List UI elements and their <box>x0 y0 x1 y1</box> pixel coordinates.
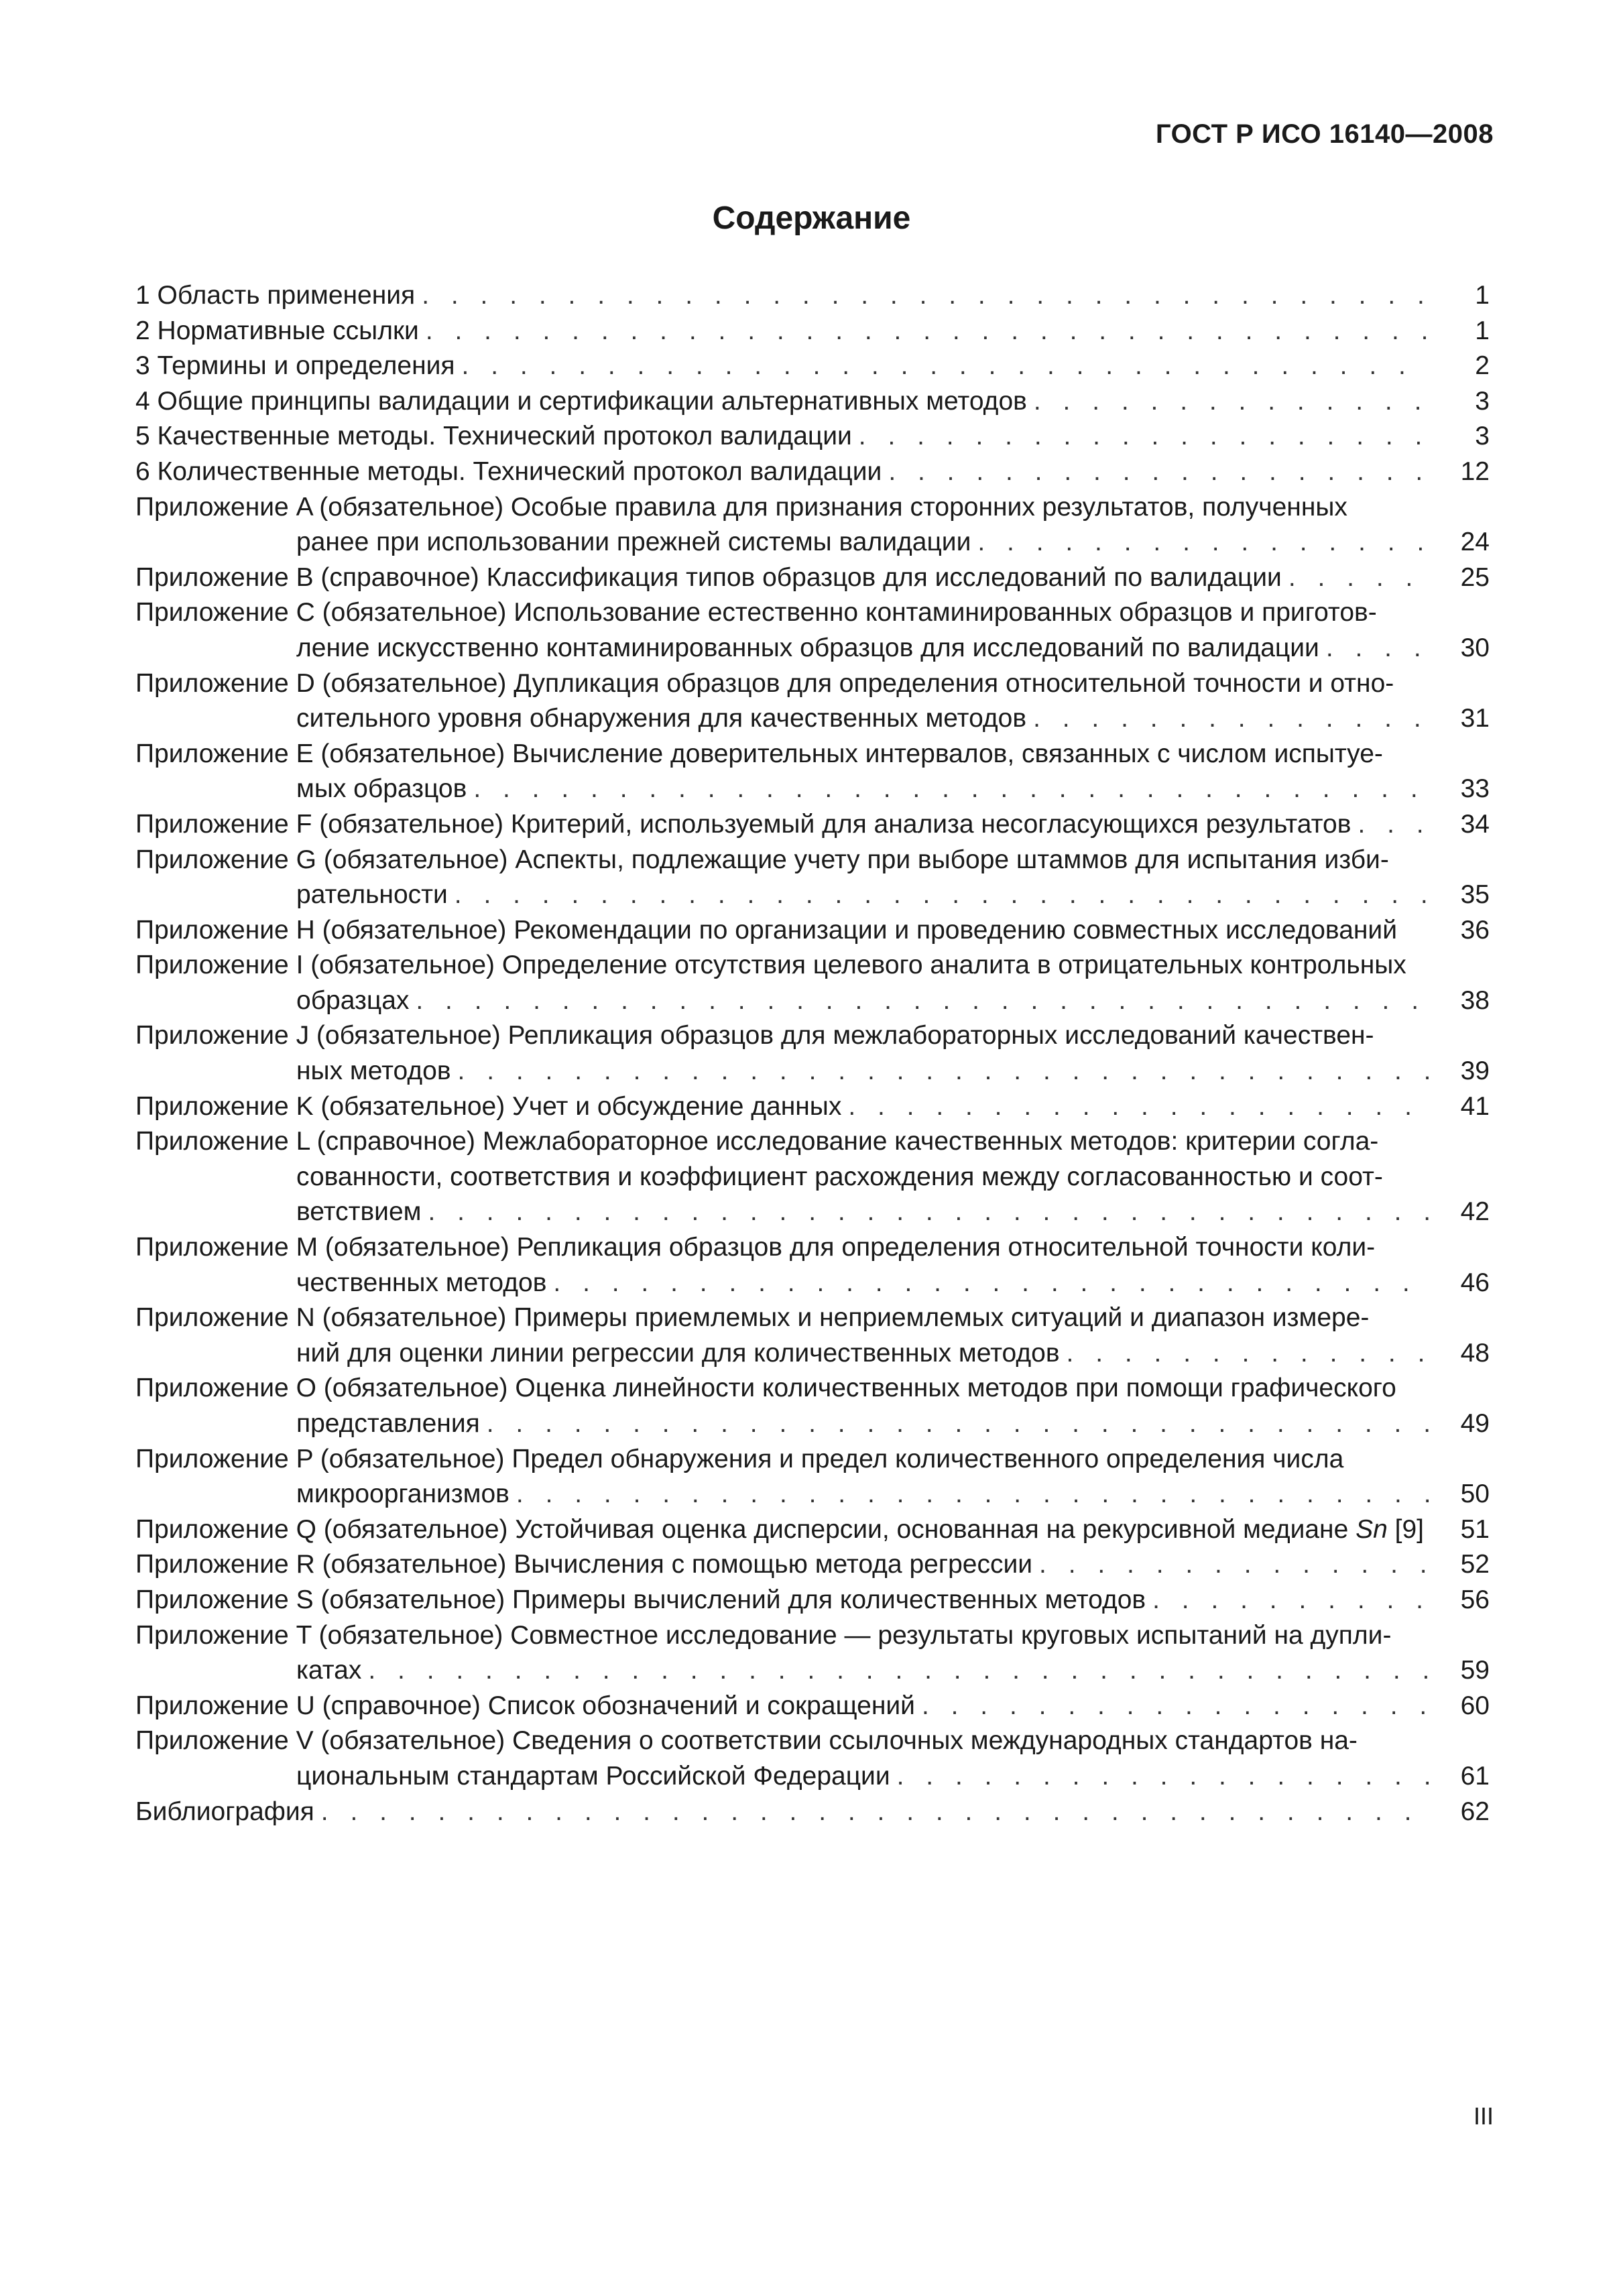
toc-entry-line: Приложение D (обязательное) Дупликация образцов для определения относительной точности и отно- <box>135 668 1394 698</box>
toc-entry[interactable] <box>135 1724 1490 1794</box>
toc-entry-line: Приложение N (обязательное) Примеры приемлемых и неприемлемых ситуаций и диапазон измере- <box>135 1303 1370 1333</box>
toc-entry-line: сительного уровня обнаружения для качественных методов <box>296 704 1027 733</box>
toc-entry-line: Приложение B (справочное) Классификация типов образцов для исследований по валидации <box>135 562 1282 592</box>
toc-entry[interactable] <box>135 419 1490 455</box>
toc-entry-text <box>135 1442 1429 1512</box>
toc-entry-line: ление искусственно контаминированных образцов для исследований по валидации <box>296 633 1319 662</box>
dot-leader <box>546 1266 1429 1301</box>
dot-leader <box>852 419 1429 455</box>
toc-entry-text <box>135 1371 1429 1441</box>
toc-entry-text <box>135 384 1429 420</box>
toc-entry[interactable] <box>135 1301 1490 1371</box>
dot-leader <box>1282 560 1429 596</box>
dot-leader <box>415 278 1429 314</box>
toc-entry-text <box>135 1124 1429 1230</box>
toc-entry[interactable] <box>135 948 1490 1018</box>
toc-page-number: 30 <box>1460 633 1490 662</box>
toc-entry-line: образцах <box>296 985 410 1015</box>
toc-entry-line: 6 Количественные методы. Технический протокол валидации <box>135 457 882 486</box>
toc-entry-text <box>135 1230 1429 1301</box>
toc-page-number: 50 <box>1460 1479 1490 1509</box>
toc-entry[interactable] <box>135 1442 1490 1512</box>
toc-entry-line: ний для оценки линии регрессии для количественных методов <box>296 1338 1060 1368</box>
toc-page-number: 1 <box>1475 316 1490 345</box>
toc-entry-line: 5 Качественные методы. Технический протокол валидации <box>135 422 852 451</box>
toc-entry-text <box>135 1795 1429 1830</box>
dot-leader <box>419 314 1429 349</box>
toc-entry-line: циональным стандартам Российской Федерации <box>296 1761 890 1791</box>
toc-entry[interactable] <box>135 455 1490 490</box>
toc-entry-line: Приложение U (справочное) Список обозначений и сокращений <box>135 1691 915 1720</box>
toc-entry[interactable] <box>135 1124 1490 1230</box>
table-of-contents <box>135 278 1490 1829</box>
toc-entry[interactable] <box>135 666 1490 737</box>
toc-entry-line: катах <box>296 1656 362 1685</box>
dot-leader <box>455 349 1429 384</box>
toc-entry[interactable] <box>135 1018 1490 1089</box>
toc-entry[interactable] <box>135 1689 1490 1724</box>
toc-entry-line: Приложение G (обязательное) Аспекты, подлежащие учету при выборе штаммов для испытания изби- <box>135 845 1389 874</box>
toc-entry[interactable] <box>135 595 1490 666</box>
toc-entry-line: Приложение A (обязательное) Особые правила для признания сторонних результатов, полученных <box>135 492 1347 522</box>
toc-entry-line: сованности, соответствия и коэффициент расхождения между согласованностью и соот- <box>296 1162 1383 1191</box>
dot-leader <box>915 1689 1429 1724</box>
toc-page-number: 41 <box>1460 1091 1490 1121</box>
dot-leader <box>1032 1547 1429 1583</box>
toc-entry[interactable] <box>135 1089 1490 1125</box>
toc-entry-text <box>135 314 1429 349</box>
toc-page-number: 52 <box>1460 1550 1490 1579</box>
toc-entry[interactable] <box>135 1618 1490 1689</box>
toc-entry-line: Приложение P (обязательное) Предел обнаружения и предел количественного определения числа <box>135 1444 1344 1473</box>
toc-entry-line: 3 Термины и определения <box>135 351 455 381</box>
dot-leader <box>314 1795 1429 1830</box>
toc-entry-text <box>135 490 1429 560</box>
toc-entry-text <box>135 419 1429 455</box>
toc-entry-text <box>135 1618 1429 1689</box>
toc-page-number: 51 <box>1460 1514 1490 1544</box>
toc-entry-text <box>135 349 1429 384</box>
toc-page-number: 49 <box>1460 1409 1490 1438</box>
toc-title: Содержание <box>712 200 911 236</box>
toc-page-number: 36 <box>1460 915 1490 945</box>
toc-entry[interactable] <box>135 560 1490 596</box>
toc-entry[interactable] <box>135 1512 1490 1548</box>
toc-entry-text <box>135 843 1429 913</box>
document-code: ГОСТ Р ИСО 16140—2008 <box>1155 119 1494 149</box>
toc-entry[interactable] <box>135 384 1490 420</box>
toc-entry-text <box>135 595 1429 666</box>
toc-entry-line: 2 Нормативные ссылки <box>135 316 419 345</box>
toc-entry-line: 1 Область применения <box>135 281 416 310</box>
dot-leader <box>841 1089 1429 1125</box>
toc-page-number: 34 <box>1460 809 1490 839</box>
dot-leader <box>1060 1336 1429 1372</box>
toc-entry-line: ных методов <box>296 1056 451 1086</box>
toc-entry[interactable] <box>135 1371 1490 1441</box>
toc-entry-text <box>135 1724 1429 1794</box>
toc-page-number: 3 <box>1475 422 1490 451</box>
dot-leader <box>509 1477 1429 1512</box>
dot-leader <box>451 1054 1429 1089</box>
dot-leader <box>1146 1583 1429 1618</box>
toc-page-number: 1 <box>1475 281 1490 310</box>
toc-page-number: 48 <box>1460 1338 1490 1368</box>
toc-page-number: 39 <box>1460 1056 1490 1086</box>
toc-entry[interactable] <box>135 1795 1490 1830</box>
toc-entry-text <box>135 1089 1429 1125</box>
toc-entry-line: Приложение I (обязательное) Определение отсутствия целевого аналита в отрицательных контрольных <box>135 951 1406 980</box>
dot-leader <box>1319 631 1429 666</box>
toc-page-number: 33 <box>1460 774 1490 804</box>
toc-page-number: 31 <box>1460 704 1490 733</box>
dot-leader <box>1027 384 1429 420</box>
dot-leader <box>361 1653 1429 1689</box>
toc-entry-line: Приложение J (обязательное) Репликация образцов для межлабораторных исследований качествен- <box>135 1021 1374 1050</box>
toc-entry-text <box>135 807 1429 843</box>
toc-entry-line: Приложение O (обязательное) Оценка линейности количественных методов при помощи графического <box>135 1374 1396 1403</box>
toc-entry[interactable] <box>135 1230 1490 1301</box>
toc-page-number: 56 <box>1460 1585 1490 1614</box>
dot-leader <box>409 983 1429 1019</box>
toc-entry-text <box>135 278 1429 314</box>
toc-page-number: 12 <box>1460 457 1490 486</box>
toc-entry-text <box>135 560 1429 596</box>
toc-entry-line: ранее при использовании прежней системы валидации <box>296 528 971 557</box>
toc-entry-line: Приложение T (обязательное) Совместное исследование — результаты круговых испытаний на дупли- <box>135 1620 1392 1650</box>
toc-entry-text <box>135 1547 1429 1583</box>
toc-entry-line: Приложение E (обязательное) Вычисление доверительных интервалов, связанных с числом испытуе- <box>135 739 1383 768</box>
toc-entry-line: рательности <box>296 880 448 910</box>
toc-page-number: 3 <box>1475 386 1490 416</box>
toc-entry-line: ветствием <box>296 1197 422 1227</box>
toc-page-number: 2 <box>1475 351 1490 381</box>
toc-entry-line: Приложение L (справочное) Межлабораторное исследование качественных методов: критерии согла- <box>135 1127 1379 1156</box>
toc-entry-text <box>135 1512 1429 1548</box>
dot-leader <box>890 1759 1429 1795</box>
toc-entry[interactable] <box>135 349 1490 384</box>
toc-entry-text <box>135 1689 1429 1724</box>
toc-entry-line: Приложение K (обязательное) Учет и обсуждение данных <box>135 1091 842 1121</box>
page-number: III <box>1473 2102 1494 2130</box>
toc-entry[interactable] <box>135 314 1490 349</box>
toc-entry[interactable] <box>135 843 1490 913</box>
toc-entry-line: представления <box>296 1409 480 1438</box>
toc-entry-text <box>135 1018 1429 1089</box>
toc-page-number: 59 <box>1460 1656 1490 1685</box>
dot-leader <box>882 455 1429 490</box>
dot-leader <box>1351 807 1429 843</box>
toc-page-number: 38 <box>1460 985 1490 1015</box>
toc-page-number: 25 <box>1460 562 1490 592</box>
toc-entry[interactable] <box>135 807 1490 843</box>
toc-page-number: 61 <box>1460 1761 1490 1791</box>
dot-leader <box>1026 701 1429 737</box>
toc-entry-text <box>135 666 1429 737</box>
toc-entry-line: микроорганизмов <box>296 1479 509 1509</box>
toc-page-number: 62 <box>1460 1797 1490 1826</box>
toc-entry-line: Приложение H (обязательное) Рекомендации по организации и проведению совместных исследований <box>135 915 1397 945</box>
toc-entry[interactable] <box>135 1547 1490 1583</box>
toc-entry-line: Приложение M (обязательное) Репликация образцов для определения относительной точности коли- <box>135 1233 1376 1262</box>
toc-entry-line: Библиография <box>135 1797 314 1826</box>
toc-entry-line: Приложение C (обязательное) Использование естественно контаминированных образцов и приготов- <box>135 598 1377 627</box>
toc-entry-text <box>135 948 1429 1018</box>
dot-leader <box>448 878 1429 913</box>
toc-page-number: 42 <box>1460 1197 1490 1227</box>
toc-page-number: 46 <box>1460 1268 1490 1297</box>
toc-entry-text <box>135 737 1429 807</box>
toc-entry-line: Приложение Q (обязательное) Устойчивая оценка дисперсии, основанная на рекурсивной медиане Sn [9] <box>135 1514 1425 1544</box>
toc-page-number: 60 <box>1460 1691 1490 1720</box>
toc-entry-line: чественных методов <box>296 1268 547 1297</box>
toc-entry[interactable] <box>135 737 1490 807</box>
toc-entry-line: 4 Общие принципы валидации и сертификации альтернативных методов <box>135 386 1027 416</box>
dot-leader <box>467 772 1429 807</box>
toc-entry[interactable] <box>135 913 1490 949</box>
toc-entry-text <box>135 1301 1429 1371</box>
toc-entry-line: Приложение S (обязательное) Примеры вычислений для количественных методов <box>135 1585 1146 1614</box>
toc-page-number: 35 <box>1460 880 1490 910</box>
toc-entry[interactable] <box>135 278 1490 314</box>
toc-entry[interactable] <box>135 490 1490 560</box>
toc-entry-line: Приложение V (обязательное) Сведения о соответствии ссылочных международных стандартов на- <box>135 1726 1358 1756</box>
toc-page-number: 24 <box>1460 528 1490 557</box>
toc-entry[interactable] <box>135 1583 1490 1618</box>
toc-entry-line: Приложение F (обязательное) Критерий, используемый для анализа несогласующихся результатов <box>135 809 1351 839</box>
toc-entry-text <box>135 1583 1429 1618</box>
toc-entry-text <box>135 913 1429 949</box>
toc-entry-text <box>135 455 1429 490</box>
toc-entry-line: Приложение R (обязательное) Вычисления с помощью метода регрессии <box>135 1550 1033 1579</box>
dot-leader <box>480 1406 1429 1442</box>
dot-leader <box>971 525 1429 560</box>
toc-entry-line: мых образцов <box>296 774 467 804</box>
dot-leader <box>421 1195 1429 1230</box>
